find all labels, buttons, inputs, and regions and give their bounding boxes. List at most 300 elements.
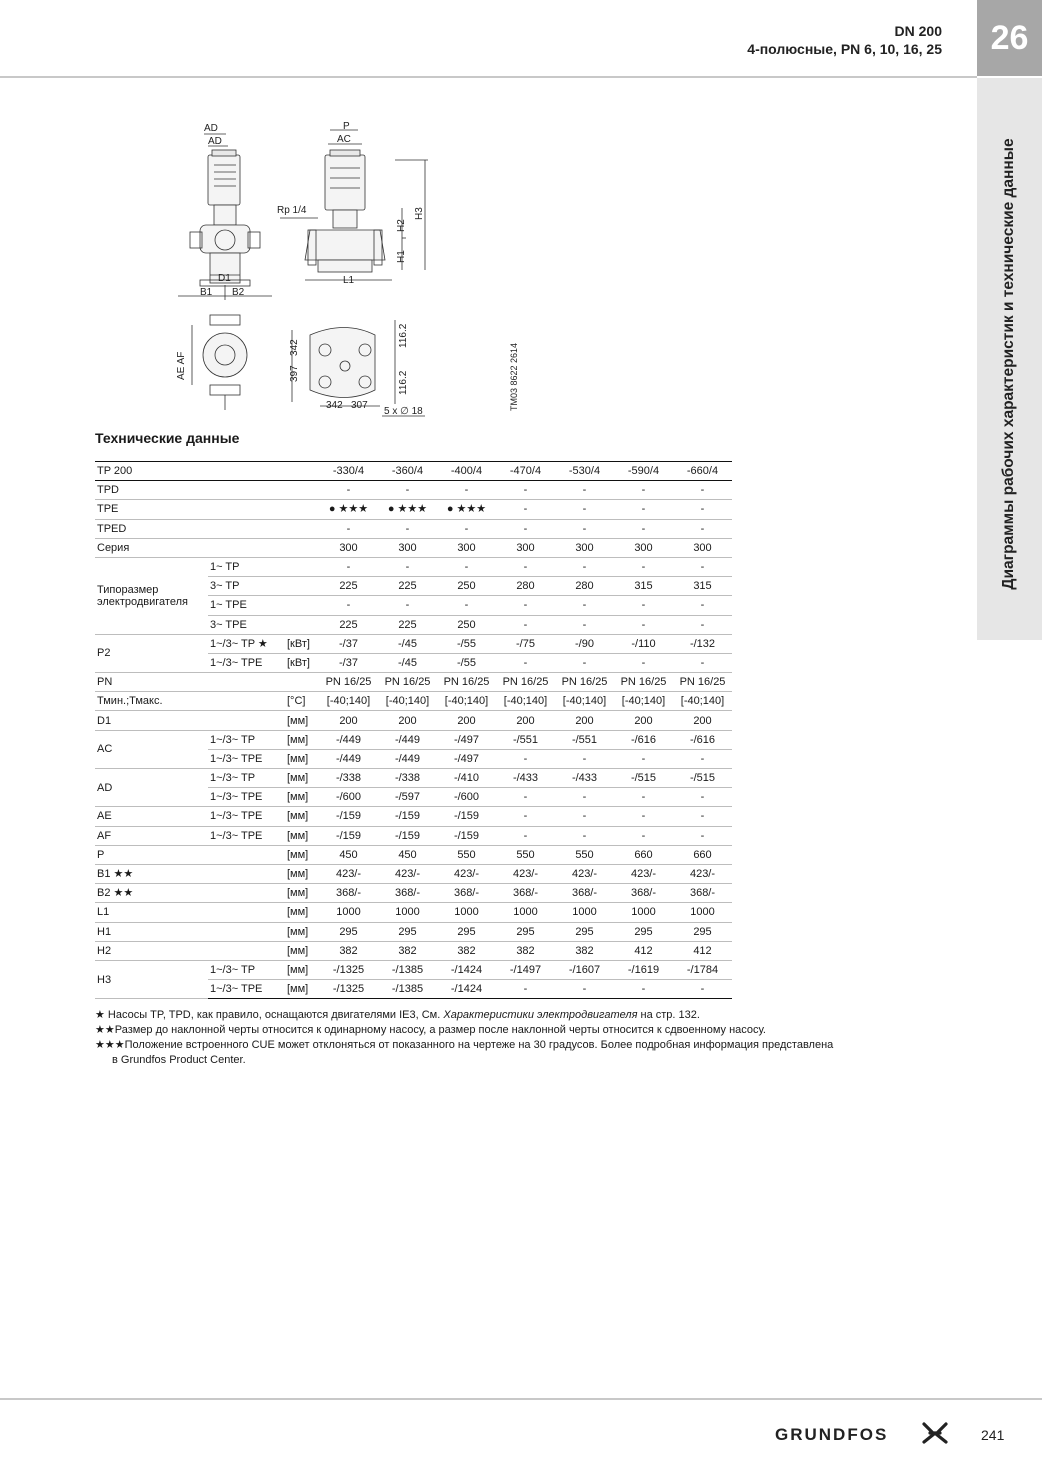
technical-data-table — [95, 461, 732, 999]
table-cell: 423/- — [319, 864, 378, 883]
table-cell: - — [319, 596, 378, 615]
table-cell: 225 — [378, 615, 437, 634]
table-cell: PN 16/25 — [437, 673, 496, 692]
table-cell: 1000 — [437, 903, 496, 922]
table-cell: - — [614, 788, 673, 807]
row-label: B1 ★★ — [95, 864, 208, 883]
table-cell: 412 — [614, 941, 673, 960]
row-unit — [285, 519, 319, 538]
row-unit: [мм] — [285, 980, 319, 999]
row-unit — [285, 673, 319, 692]
row-sublabel: 1~/3~ TP ★ — [208, 634, 285, 653]
table-cell: -/1784 — [673, 960, 732, 979]
row-sublabel: 1~ TP — [208, 557, 285, 576]
table-cell: 295 — [673, 922, 732, 941]
grundfos-logo-text: GRUNDFOS — [775, 1425, 889, 1444]
table-cell: - — [673, 653, 732, 672]
row-sublabel — [208, 903, 285, 922]
table-cell: ● ★★★ — [378, 500, 437, 519]
table-cell: - — [555, 481, 614, 500]
table-cell: - — [614, 596, 673, 615]
table-cell: -/497 — [437, 749, 496, 768]
table-cell: [-40;140] — [496, 692, 555, 711]
table-cell: PN 16/25 — [378, 673, 437, 692]
table-cell: - — [673, 500, 732, 519]
dim-label-397: 397 — [289, 365, 300, 382]
table-cell: -/616 — [673, 730, 732, 749]
table-cell: 315 — [673, 577, 732, 596]
table-cell: -/449 — [378, 730, 437, 749]
table-cell: 423/- — [496, 864, 555, 883]
dim-label-ad-inner: AD — [208, 136, 222, 147]
table-row — [95, 634, 732, 653]
table-header-cell: -330/4 — [319, 462, 378, 481]
table-header-cell: -660/4 — [673, 462, 732, 481]
table-cell: 368/- — [496, 884, 555, 903]
table-row — [95, 960, 732, 979]
table-cell: [-40;140] — [378, 692, 437, 711]
row-sublabel — [208, 673, 285, 692]
dim-label-116-top: 116.2 — [398, 323, 409, 348]
footnote-1-italic: Характеристики электродвигателя — [443, 1009, 638, 1021]
table-row — [95, 845, 732, 864]
row-unit: [мм] — [285, 769, 319, 788]
table-cell: -/159 — [378, 807, 437, 826]
table-cell: - — [496, 826, 555, 845]
table-cell: 300 — [496, 538, 555, 557]
table-cell: 550 — [555, 845, 614, 864]
table-cell: - — [673, 596, 732, 615]
footnote-1-suffix: на стр. 132. — [637, 1009, 700, 1021]
table-row — [95, 884, 732, 903]
table-cell: -/1619 — [614, 960, 673, 979]
dim-label-rp: Rp 1/4 — [277, 205, 307, 216]
table-cell: - — [555, 749, 614, 768]
table-cell: - — [496, 788, 555, 807]
table-cell: -/37 — [319, 653, 378, 672]
row-unit: [°C] — [285, 692, 319, 711]
row-sublabel: 1~/3~ TPE — [208, 807, 285, 826]
row-label: AD — [95, 769, 208, 807]
table-cell: 250 — [437, 577, 496, 596]
table-cell: 295 — [555, 922, 614, 941]
table-cell: - — [437, 481, 496, 500]
table-cell: - — [614, 653, 673, 672]
table-row — [95, 922, 732, 941]
grundfos-logo-icon — [922, 1422, 948, 1444]
table-cell: - — [555, 519, 614, 538]
table-cell: -/75 — [496, 634, 555, 653]
table-cell: - — [673, 788, 732, 807]
table-cell: 300 — [437, 538, 496, 557]
page-number: 241 — [981, 1427, 1005, 1443]
table-cell: -/338 — [319, 769, 378, 788]
table-cell: -/600 — [319, 788, 378, 807]
row-label: TPD — [95, 481, 208, 500]
row-label: TPED — [95, 519, 208, 538]
table-row — [95, 673, 732, 692]
row-sublabel — [208, 941, 285, 960]
row-sublabel: 1~/3~ TPE — [208, 980, 285, 999]
table-cell: - — [673, 519, 732, 538]
table-cell: - — [673, 481, 732, 500]
dim-label-b1: B1 — [200, 287, 213, 298]
table-cell: - — [555, 980, 614, 999]
table-cell: -/597 — [378, 788, 437, 807]
chapter-side-title: Диаграммы рабочих характеристик и технические данные — [1000, 138, 1017, 590]
dim-label-ae-af: AE AF — [176, 351, 187, 380]
table-cell: -/159 — [319, 807, 378, 826]
table-cell: 1000 — [555, 903, 614, 922]
drawing-code: TM03 8622 2614 — [509, 342, 519, 412]
row-unit: [мм] — [285, 711, 319, 730]
table-cell: 660 — [614, 845, 673, 864]
table-cell: -/449 — [319, 730, 378, 749]
row-label: H2 — [95, 941, 208, 960]
table-cell: -/159 — [378, 826, 437, 845]
table-cell: - — [614, 826, 673, 845]
table-cell: - — [496, 653, 555, 672]
table-cell: - — [614, 481, 673, 500]
table-cell: 1000 — [319, 903, 378, 922]
table-cell: 382 — [378, 941, 437, 960]
row-label: D1 — [95, 711, 208, 730]
row-sublabel: 1~/3~ TP — [208, 960, 285, 979]
table-cell: - — [378, 557, 437, 576]
table-cell: PN 16/25 — [614, 673, 673, 692]
row-sublabel: 1~ TPE — [208, 596, 285, 615]
table-cell: -/110 — [614, 634, 673, 653]
table-cell: 295 — [437, 922, 496, 941]
row-label: L1 — [95, 903, 208, 922]
table-cell: 550 — [437, 845, 496, 864]
table-cell: - — [673, 980, 732, 999]
table-header-cell: -360/4 — [378, 462, 437, 481]
table-cell: - — [437, 557, 496, 576]
row-unit — [285, 615, 319, 634]
table-cell: -/1325 — [319, 980, 378, 999]
table-cell: - — [555, 557, 614, 576]
table-cell: - — [673, 557, 732, 576]
row-label: TPE — [95, 500, 208, 519]
table-cell: 200 — [378, 711, 437, 730]
table-row — [95, 481, 732, 500]
chapter-number-tab: 26 — [977, 0, 1042, 76]
table-row — [95, 807, 732, 826]
row-sublabel — [208, 481, 285, 500]
table-cell: 423/- — [614, 864, 673, 883]
table-row — [95, 941, 732, 960]
footnote-3-continued: в Grundfos Product Center. — [112, 1054, 246, 1066]
table-cell: -/159 — [437, 807, 496, 826]
table-cell: -/433 — [555, 769, 614, 788]
dim-label-h2: H2 — [396, 219, 407, 232]
table-cell: - — [437, 519, 496, 538]
row-unit: [мм] — [285, 903, 319, 922]
pump-dimension-drawing — [170, 120, 530, 430]
table-cell: 450 — [378, 845, 437, 864]
table-cell: -/1385 — [378, 980, 437, 999]
table-header-cell: -470/4 — [496, 462, 555, 481]
row-sublabel — [208, 884, 285, 903]
row-label: Тмин.;Тмакс. — [95, 692, 208, 711]
table-row — [95, 692, 732, 711]
table-cell: - — [496, 596, 555, 615]
row-unit — [285, 538, 319, 557]
table-cell: - — [496, 807, 555, 826]
table-cell: - — [555, 615, 614, 634]
footnotes — [95, 1008, 955, 1068]
table-cell: 423/- — [555, 864, 614, 883]
table-header-model: TP 200 — [95, 462, 208, 481]
table-header-cell: -530/4 — [555, 462, 614, 481]
table-cell: PN 16/25 — [673, 673, 732, 692]
table-cell: 315 — [614, 577, 673, 596]
table-cell: - — [673, 749, 732, 768]
dim-label-h1: H1 — [396, 250, 407, 263]
table-cell: - — [555, 500, 614, 519]
row-unit: [кВт] — [285, 634, 319, 653]
table-cell: 295 — [614, 922, 673, 941]
table-cell: - — [496, 481, 555, 500]
table-row — [95, 730, 732, 749]
table-cell: -/1385 — [378, 960, 437, 979]
table-cell: -/37 — [319, 634, 378, 653]
footer-divider — [0, 1398, 1042, 1400]
row-unit: [мм] — [285, 922, 319, 941]
table-header-cell: -590/4 — [614, 462, 673, 481]
table-cell: 1000 — [614, 903, 673, 922]
table-cell: 660 — [673, 845, 732, 864]
row-sublabel: 1~/3~ TPE — [208, 653, 285, 672]
row-label: AC — [95, 730, 208, 768]
header-divider — [0, 76, 977, 78]
table-cell: 200 — [673, 711, 732, 730]
table-row — [95, 826, 732, 845]
table-cell: 368/- — [673, 884, 732, 903]
row-unit — [285, 596, 319, 615]
table-cell: 200 — [437, 711, 496, 730]
dim-label-342-horizontal: 342 — [326, 400, 343, 411]
table-cell: - — [437, 596, 496, 615]
table-cell: 382 — [437, 941, 496, 960]
row-sublabel: 3~ TPE — [208, 615, 285, 634]
table-cell: - — [614, 519, 673, 538]
table-cell: ● ★★★ — [437, 500, 496, 519]
table-cell: 423/- — [378, 864, 437, 883]
row-sublabel — [208, 538, 285, 557]
table-cell: 382 — [496, 941, 555, 960]
table-cell: -/600 — [437, 788, 496, 807]
table-cell: -/433 — [496, 769, 555, 788]
header-subtitle: 4-полюсные, PN 6, 10, 16, 25 — [747, 41, 942, 57]
dim-label-d1: D1 — [218, 273, 231, 284]
table-cell: -/159 — [319, 826, 378, 845]
row-unit: [мм] — [285, 960, 319, 979]
dim-label-342-vertical: 342 — [289, 339, 300, 356]
table-cell: 225 — [378, 577, 437, 596]
table-row — [95, 864, 732, 883]
dim-label-h3: H3 — [414, 207, 425, 220]
table-cell: - — [378, 596, 437, 615]
dim-label-ad-outer: AD — [204, 123, 218, 134]
row-unit: [мм] — [285, 845, 319, 864]
table-cell: 382 — [555, 941, 614, 960]
table-cell: 368/- — [555, 884, 614, 903]
table-cell: - — [496, 557, 555, 576]
table-cell: [-40;140] — [437, 692, 496, 711]
dim-label-holes: 5 x ∅ 18 — [384, 406, 423, 417]
table-cell: 225 — [319, 615, 378, 634]
table-cell: 423/- — [437, 864, 496, 883]
row-sublabel: 3~ TP — [208, 577, 285, 596]
row-sublabel — [208, 519, 285, 538]
table-header-cell — [208, 462, 285, 481]
table-cell: PN 16/25 — [496, 673, 555, 692]
table-cell: 300 — [614, 538, 673, 557]
table-header-row — [95, 462, 732, 481]
dim-label-307: 307 — [351, 400, 368, 411]
row-label: Серия — [95, 538, 208, 557]
footnote-1 — [95, 1008, 955, 1023]
row-sublabel: 1~/3~ TPE — [208, 749, 285, 768]
table-cell: -/90 — [555, 634, 614, 653]
table-row — [95, 557, 732, 576]
row-sublabel — [208, 711, 285, 730]
table-cell: [-40;140] — [673, 692, 732, 711]
row-unit: [кВт] — [285, 653, 319, 672]
row-label: H3 — [95, 960, 208, 998]
table-cell: -/551 — [555, 730, 614, 749]
table-cell: - — [496, 615, 555, 634]
table-row — [95, 711, 732, 730]
table-cell: 368/- — [614, 884, 673, 903]
table-cell: 550 — [496, 845, 555, 864]
table-cell: [-40;140] — [319, 692, 378, 711]
table-cell: - — [319, 557, 378, 576]
table-cell: - — [378, 481, 437, 500]
row-unit: [мм] — [285, 807, 319, 826]
row-sublabel: 1~/3~ TP — [208, 730, 285, 749]
row-unit: [мм] — [285, 884, 319, 903]
table-cell: 412 — [673, 941, 732, 960]
table-cell: -/1325 — [319, 960, 378, 979]
table-cell: - — [555, 653, 614, 672]
row-unit: [мм] — [285, 941, 319, 960]
table-cell: 300 — [378, 538, 437, 557]
table-cell: 300 — [555, 538, 614, 557]
row-label: AF — [95, 826, 208, 845]
table-cell: - — [319, 481, 378, 500]
table-cell: -/159 — [437, 826, 496, 845]
table-cell: -/551 — [496, 730, 555, 749]
table-cell: - — [673, 615, 732, 634]
row-sublabel: 1~/3~ TPE — [208, 788, 285, 807]
table-cell: 280 — [555, 577, 614, 596]
row-unit: [мм] — [285, 749, 319, 768]
table-cell: 200 — [555, 711, 614, 730]
row-unit — [285, 577, 319, 596]
table-cell: ● ★★★ — [319, 500, 378, 519]
row-sublabel — [208, 845, 285, 864]
table-cell: 295 — [319, 922, 378, 941]
dim-label-b2: B2 — [232, 287, 245, 298]
table-cell: -/1497 — [496, 960, 555, 979]
row-sublabel: 1~/3~ TPE — [208, 826, 285, 845]
table-cell: - — [496, 500, 555, 519]
row-sublabel — [208, 864, 285, 883]
row-unit: [мм] — [285, 730, 319, 749]
table-cell: -/497 — [437, 730, 496, 749]
table-cell: [-40;140] — [614, 692, 673, 711]
table-cell: PN 16/25 — [319, 673, 378, 692]
table-cell: 225 — [319, 577, 378, 596]
table-cell: -/449 — [378, 749, 437, 768]
table-cell: -/515 — [673, 769, 732, 788]
row-label: AE — [95, 807, 208, 826]
table-row — [95, 500, 732, 519]
table-cell: - — [614, 749, 673, 768]
table-row — [95, 903, 732, 922]
row-sublabel — [208, 692, 285, 711]
table-cell: - — [496, 980, 555, 999]
table-cell: - — [673, 807, 732, 826]
row-label: H1 — [95, 922, 208, 941]
table-cell: - — [614, 807, 673, 826]
header-title: DN 200 — [894, 23, 942, 39]
table-cell: 368/- — [437, 884, 496, 903]
table-cell: [-40;140] — [555, 692, 614, 711]
table-cell: - — [496, 519, 555, 538]
table-cell: - — [378, 519, 437, 538]
table-cell: - — [496, 749, 555, 768]
row-label: B2 ★★ — [95, 884, 208, 903]
row-sublabel — [208, 922, 285, 941]
table-cell: 368/- — [319, 884, 378, 903]
table-cell: -/45 — [378, 634, 437, 653]
table-cell: 200 — [319, 711, 378, 730]
table-cell: -/55 — [437, 653, 496, 672]
row-unit: [мм] — [285, 788, 319, 807]
footnote-2: ★★Размер до наклонной черты относится к одинарному насосу, а размер после наклонной черты относится к сдвоенному насосу. — [95, 1024, 766, 1036]
table-cell: 368/- — [378, 884, 437, 903]
table-cell: -/132 — [673, 634, 732, 653]
table-cell: -/1607 — [555, 960, 614, 979]
table-row — [95, 538, 732, 557]
table-cell: 1000 — [496, 903, 555, 922]
table-cell: - — [614, 980, 673, 999]
table-row — [95, 769, 732, 788]
table-cell: -/338 — [378, 769, 437, 788]
row-sublabel — [208, 500, 285, 519]
table-cell: - — [614, 557, 673, 576]
table-cell: - — [673, 826, 732, 845]
table-cell: -/515 — [614, 769, 673, 788]
table-cell: -/1424 — [437, 980, 496, 999]
table-cell: - — [614, 500, 673, 519]
table-cell: 423/- — [673, 864, 732, 883]
table-cell: - — [555, 788, 614, 807]
dim-label-p: P — [343, 121, 350, 132]
table-header-cell — [285, 462, 319, 481]
table-cell: - — [555, 807, 614, 826]
table-cell: 450 — [319, 845, 378, 864]
table-cell: - — [614, 615, 673, 634]
row-unit — [285, 481, 319, 500]
table-cell: 200 — [496, 711, 555, 730]
table-cell: 1000 — [673, 903, 732, 922]
table-cell: -/55 — [437, 634, 496, 653]
